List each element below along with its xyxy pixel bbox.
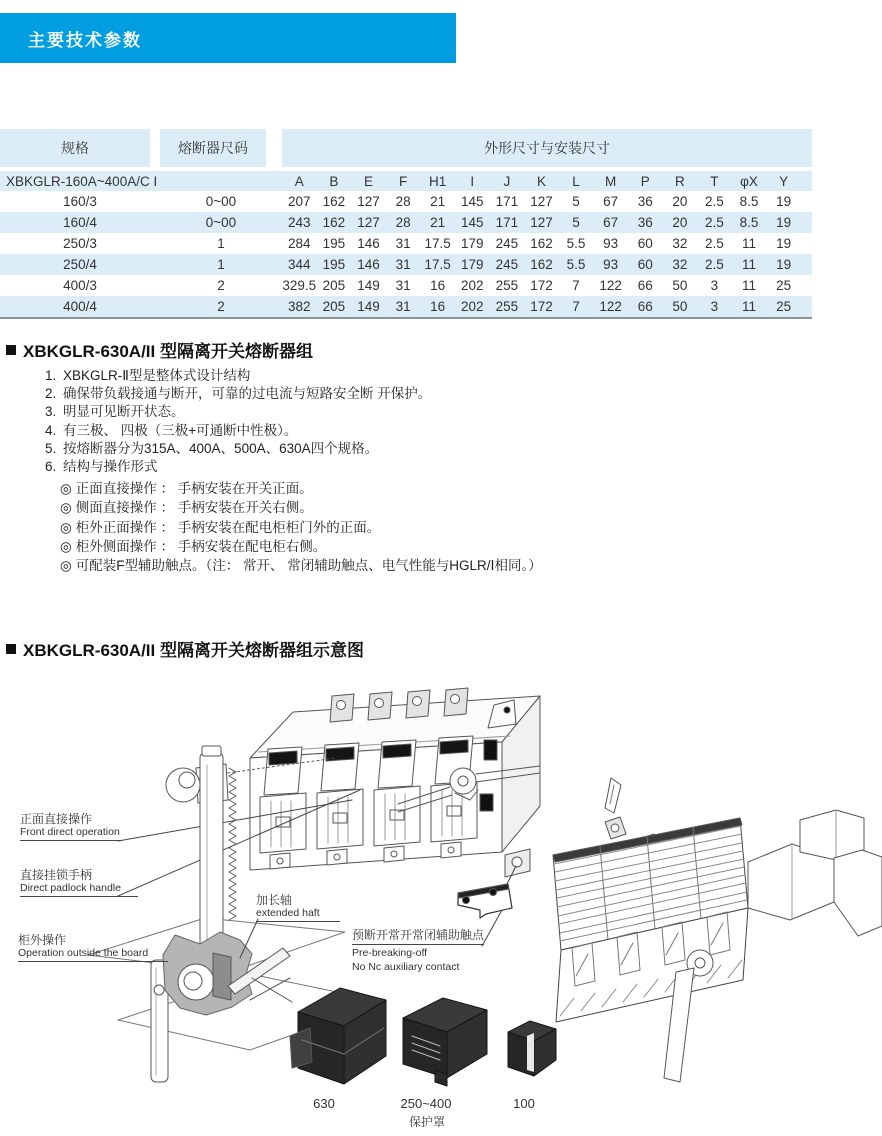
dim-cell: 50 [672,278,688,293]
dim-cell: 8.5 [739,215,759,230]
padlock-chain [229,768,236,920]
table-row [0,275,812,296]
dim-cell: 36 [637,215,653,230]
list-item [60,479,542,498]
dim-cell: 171 [495,215,519,230]
dim-cell: 149 [357,299,380,314]
section-marker-icon [6,345,16,355]
col-header-fuse-size: 熔断器尺码 [160,129,266,167]
list-item-number: 4. [45,422,57,438]
dim-cell: 145 [461,194,484,209]
dim-cell: 172 [530,299,553,314]
dim-cell: 93 [603,257,619,272]
dim-cell: 25 [776,278,792,293]
dim-cell: 31 [395,257,411,272]
bullet-icon: ◎ [60,558,72,574]
dim-cell: 50 [672,299,688,314]
dim-cell: 207 [288,194,311,209]
dim-column-label: Y [779,173,789,189]
dim-cell: 7 [572,278,580,293]
dim-cell: 205 [322,278,346,293]
fuse-cover-250-400 [403,998,487,1086]
list-item-number: 5. [45,440,57,456]
list-item-number: 2. [45,386,57,402]
dim-column-label: H1 [429,173,447,189]
dim-cell: 60 [637,236,653,251]
dim-cell: 19 [776,215,792,230]
dim-cell: 127 [357,215,380,230]
label-zh: 正面直接操作 [20,812,93,826]
dim-cell: 382 [288,299,311,314]
schematic-diagram [0,666,882,1136]
fuse-size-cell: 2 [217,278,225,293]
label-front-direct-operation [20,812,122,841]
list-item-text: XBKGLR-Ⅱ型是整体式设计结构 [63,368,251,383]
main-switch-drawing [250,688,540,884]
dim-cell: 93 [603,236,619,251]
dim-column-label: K [536,173,546,189]
dim-cell: 146 [357,236,380,251]
label-en: Operation outside the board [18,947,149,959]
label-zh: 预断开常开常闭辅助触点 [352,928,484,945]
list-item [60,537,542,556]
fuse-cover-630 [290,988,386,1084]
dim-cell: 16 [430,299,446,314]
label-en: No Nc auxiliary contact [352,961,460,973]
fuse-size-cell: 2 [217,299,225,314]
dim-cell: 284 [288,236,311,251]
col-header-dimensions: 外形尺寸与安装尺寸 [282,129,812,167]
dim-cell: 122 [599,278,622,293]
dim-cell: 32 [672,236,688,251]
dim-column-label: T [710,173,719,189]
list-item-text: 柜外正面操作 ： 手柄安装在配电柜柜门外的正面。 [75,519,381,535]
section-title-text: XBKGLR-630A/II 型隔离开关熔断器组示意图 [23,641,364,660]
list-item [45,440,431,458]
dim-cell: 162 [322,194,346,209]
dim-cell: 17.5 [424,236,451,251]
dim-cell: 60 [637,257,653,272]
list-item [45,385,431,403]
dim-cell: 16 [430,278,446,293]
cover-caption: 保护罩 [408,1115,445,1129]
dim-cell: 19 [776,194,792,209]
feature-list [45,367,431,476]
dim-cell: 3 [710,278,719,293]
label-zh: 直接挂锁手柄 [20,868,93,882]
dim-cell: 162 [530,257,553,272]
dim-column-label: J [503,173,511,189]
dim-cell: 11 [742,257,757,272]
list-item-text: 柜外侧面操作 ： 手柄安装在配电柜右侧。 [75,538,327,554]
spec-cell: 160/4 [63,215,97,230]
dim-cell: 127 [530,215,553,230]
table-row [0,233,812,254]
dim-cell: 245 [495,236,519,251]
dim-cell: 179 [461,236,484,251]
page-title-bar [0,13,456,63]
dim-cell: 2.5 [705,194,724,209]
dim-cell: 11 [742,278,757,293]
table-body [0,191,812,317]
dim-cell: 127 [357,194,380,209]
dim-cell: 329.5 [282,278,317,293]
bullet-icon: ◎ [60,538,72,554]
dim-cell: 172 [530,278,553,293]
cover-size-label: 630 [313,1096,335,1111]
dim-column-label: E [363,173,373,189]
dim-cell: 2.5 [705,236,724,251]
dim-column-label: F [398,173,408,189]
dim-cell: 146 [357,257,380,272]
dim-cell: 11 [742,299,757,314]
dim-column-label: B [329,173,339,189]
list-item [45,403,431,421]
list-item-text: 确保带负载接通与断开，可靠的过电流与短路安全断 开保护。 [63,386,432,402]
dim-column-label: R [674,173,685,189]
list-item [60,518,542,537]
label-operation-outside-board [18,933,168,962]
dim-cell: 17.5 [424,257,451,272]
dim-cell: 344 [288,257,311,272]
table-model-row [0,171,812,191]
table-row [0,191,812,212]
fuse-size-cell: 0~00 [205,194,237,209]
dim-cell: 122 [599,299,622,314]
dim-cell: 7 [572,299,580,314]
col-header-spec: 规格 [0,129,150,167]
dim-column-label: M [605,173,617,189]
dim-cell: 5 [572,194,580,209]
dim-cell: 162 [530,236,553,251]
dim-cell: 67 [603,194,619,209]
list-item-number: 6. [45,459,57,475]
dim-cell: 36 [637,194,653,209]
cover-size-label: 100 [513,1096,535,1111]
dim-cell: 179 [461,257,484,272]
list-item [60,498,542,517]
dim-cell: 171 [495,194,519,209]
dim-cell: 255 [495,299,519,314]
dim-cell: 3 [710,299,719,314]
dim-column-label: L [572,173,580,189]
list-item-text: 明显可见断开状态。 [63,404,185,420]
spec-table [0,129,812,319]
spec-cell: 160/3 [63,194,97,209]
list-item-number: 1. [45,368,57,383]
label-direct-padlock-handle [20,868,138,897]
list-item-number: 3. [45,404,57,420]
dim-cell: 20 [672,215,688,230]
dim-cell: 32 [672,257,688,272]
dim-cell: 195 [322,257,346,272]
operation-mode-list [60,479,542,575]
table-row [0,296,812,317]
section-title-features [6,337,313,362]
bullet-icon: ◎ [60,500,72,516]
dim-cell: 66 [637,299,653,314]
label-prebreak-aux-contact [352,928,484,973]
list-item-text: 结构与操作形式 [63,459,158,475]
dim-cell: 31 [395,236,411,251]
list-item [60,556,542,575]
dim-cell: 245 [495,257,519,272]
dim-cell: 31 [395,299,411,314]
list-item-text: 可配装F型辅助触点。（注： 常开、 常闭辅助触点、电气性能与HGLR/Ⅰ相同。） [75,558,542,574]
fuse-size-cell: 0~00 [205,215,237,230]
section-title-text: XBKGLR-630A/II 型隔离开关熔断器组 [23,342,313,361]
list-item-text: 侧面直接操作 ： 手柄安装在开关右侧。 [75,500,313,516]
bullet-icon: ◎ [60,481,72,496]
section-marker-icon [6,644,16,654]
dim-cell: 202 [461,278,484,293]
dim-cell: 2.5 [705,215,724,230]
dim-cell: 28 [395,215,411,230]
dim-cell: 162 [322,215,346,230]
dim-cell: 202 [461,299,484,314]
dim-cell: 20 [672,194,688,209]
label-extended-shaft [256,893,340,922]
label-zh: 加长轴 [256,893,293,907]
spec-cell: 400/4 [63,299,97,314]
list-item [45,422,431,440]
dim-cell: 255 [495,278,519,293]
list-item [45,367,431,385]
dim-column-label: A [294,173,304,189]
fuse-cover-100 [508,1021,556,1076]
dim-cell: 127 [530,194,553,209]
list-item-text: 有三极、 四极（三极+可通断中性极）。 [63,422,298,438]
dim-cell: 21 [430,215,446,230]
label-en: Front direct operation [20,826,120,838]
list-item [45,458,431,476]
table-row [0,254,812,275]
dim-cell: 66 [637,278,653,293]
dim-cell: 28 [395,194,411,209]
table-row [0,212,812,233]
label-en: extended haft [256,907,320,919]
dim-column-label: I [470,173,475,189]
bullet-icon: ◎ [60,519,72,535]
label-zh: 柜外操作 [18,933,67,947]
spec-cell: 250/4 [63,257,97,272]
dim-cell: 8.5 [739,194,759,209]
dim-cell: 5 [572,215,580,230]
list-item-text: 按熔断器分为315A、400A、500A、630A四个规格。 [63,440,379,456]
dim-cell: 19 [776,257,792,272]
dim-cell: 31 [395,278,411,293]
dim-cell: 2.5 [705,257,724,272]
dim-cell: 5.5 [566,236,586,251]
dim-cell: 149 [357,278,380,293]
dim-cell: 145 [461,215,484,230]
dim-cell: 205 [322,299,346,314]
list-item-text: 正面直接操作 ： 手柄安装在开关正面。 [75,481,313,496]
dim-cell: 243 [288,215,311,230]
dim-cell: 5.5 [566,257,586,272]
label-en: Pre-breaking-off [352,947,428,959]
page-title: 主要技术参数 [28,30,142,50]
dim-cell: 25 [776,299,792,314]
dim-column-label: P [640,173,650,189]
spec-cell: 250/3 [63,236,97,251]
dim-cell: 21 [430,194,446,209]
dim-cell: 19 [776,236,792,251]
label-en: Direct padlock handle [20,882,121,894]
cover-size-label: 250~400 [400,1096,452,1111]
fuse-size-cell: 1 [217,236,225,251]
model-name: XBKGLR-160A~400A/C I [6,173,158,189]
spec-cell: 400/3 [63,278,97,293]
dim-cell: 195 [322,236,346,251]
section-title-diagram [6,636,364,661]
dim-column-label: φX [740,173,758,189]
dim-cell: 11 [742,236,757,251]
covered-switch-drawing [553,778,882,1082]
table-header-row [0,129,812,167]
dim-cell: 67 [603,215,619,230]
fuse-cover-drawings [250,978,556,1086]
fuse-size-cell: 1 [217,257,225,272]
